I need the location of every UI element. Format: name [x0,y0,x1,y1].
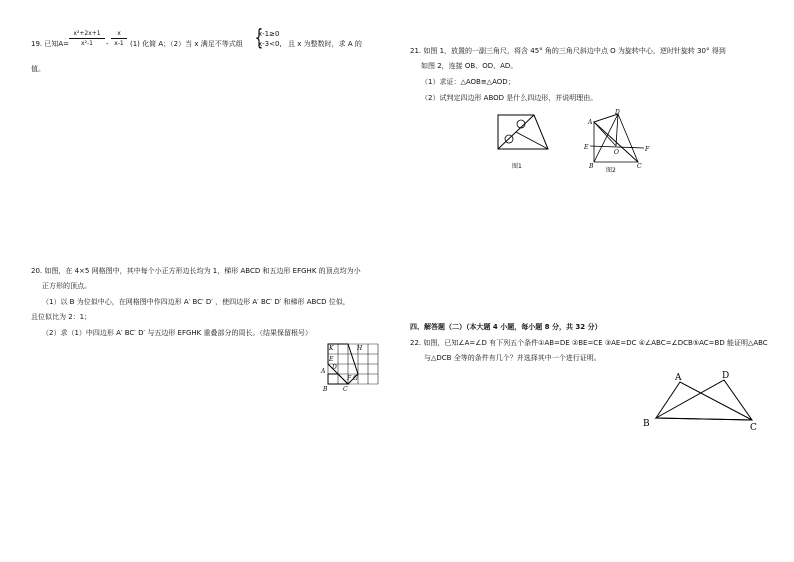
grid-label-c: C [343,386,348,393]
q20-line4: 且位似比为 2：1； [31,313,92,321]
q19-system-line1: x-1≥0 [258,30,280,38]
fig-label-c: C [750,423,757,432]
segment-o-d [616,114,618,146]
q19-line2: 值。 [31,65,45,73]
q19-part1: (1) 化简 A；（2）当 x 满足不等式组 [130,40,243,48]
fraction-bar [111,38,127,39]
q21-line3: （1）求证：△AOB≌△AOD； [421,78,515,86]
section-title: 四、解答题（二）（本大题 4 小题，每小题 8 分，共 32 分） [410,323,602,331]
segment-e-f [590,146,644,148]
q19-frac1-numerator: x²+2x+1 [73,30,101,37]
q19-frac2-denominator: x-1 [114,40,124,47]
q21-figure-2 [582,108,654,170]
q19-frac2-numerator: x [117,30,121,37]
grid-label-h: H [357,345,363,352]
q21-line2: 如图 2，连接 OB、OD、AD。 [421,62,518,70]
grid-label-f: F [347,375,352,382]
grid-label-b: B [323,386,328,393]
grid-label-e: E [329,356,334,363]
fig2-label-o: O [614,149,619,156]
fig2-caption: 图2 [606,167,616,174]
q22-line2: 与△DCB 全等的条件有几个？并选择其中一个进行证明。 [424,354,601,362]
triangle-abc [656,382,752,420]
fraction-bar [69,38,105,39]
q19-fraction-1 [69,30,105,47]
q19-system-line2: x-3<0, [258,40,282,48]
fig2-label-b: B [589,163,594,170]
fig2-label-f: F [645,146,650,153]
q20-line1: 20. 如图，在 4×5 网格图中，其中每个小正方形边长均为 1，梯形 ABCD 和五边形 EFGHK 的顶点均为小 [31,267,361,275]
q21-line4: （2）试判定四边形 ABOD 是什么四边形，并说明理由。 [421,94,598,102]
q19-prefix: 19. 已知A= [31,40,70,48]
fig-label-d: D [722,371,730,381]
q19-minus: - [106,40,109,48]
grid-label-g: G [353,375,358,382]
grid-label-k: K [329,345,334,352]
q21-figure-1 [494,111,554,159]
q22-line1: 22. 如图，已知∠A=∠D 有下列五个条件①AB=DE ②BE=CE ③AE=DC ④∠ABC=∠DCB⑤AC=BD 能证明△ABC [410,339,768,347]
fig2-label-d: D [615,109,620,116]
q19-frac1-denominator: x²-1 [81,40,93,47]
segment-a-o [594,122,616,146]
q20-line5: （2）求（1）中四边形 A′ BC′ D′ 与五边形 EFGHK 重叠部分的周长。（结果保留根号） [42,329,312,337]
fig-label-b: B [643,419,650,429]
q19-suffix: 且 x 为整数时，求 A 的 [288,40,362,48]
q20-grid-figure [318,340,388,394]
q20-line3: （1）以 B 为位似中心，在网格图中作四边形 A′ BC′ D′ ，使四边形 A′ BC′ D′ 和梯形 ABCD 位似， [42,298,350,306]
q21-line1: 21. 如图 1，放置的一副三角尺，将含 45° 角的三角尺斜边中点 O 为旋转中心，逆时针旋转 30° 得到 [410,47,726,55]
q20-line2: 正方形的顶点。 [42,282,91,290]
fig2-label-e: E [584,144,589,151]
fig2-label-c: C [637,163,642,170]
q22-figure [640,368,760,432]
triangle-dcb [656,380,752,420]
q19-fraction-2 [111,30,127,47]
inner-line [516,132,548,149]
grid-label-d: D [332,364,337,371]
fig2-label-a: A [588,119,593,126]
fig1-caption: 图1 [512,163,522,170]
grid-label-a: A [321,368,326,375]
q19-brace: { [254,26,264,51]
fig-label-a: A [675,373,682,383]
